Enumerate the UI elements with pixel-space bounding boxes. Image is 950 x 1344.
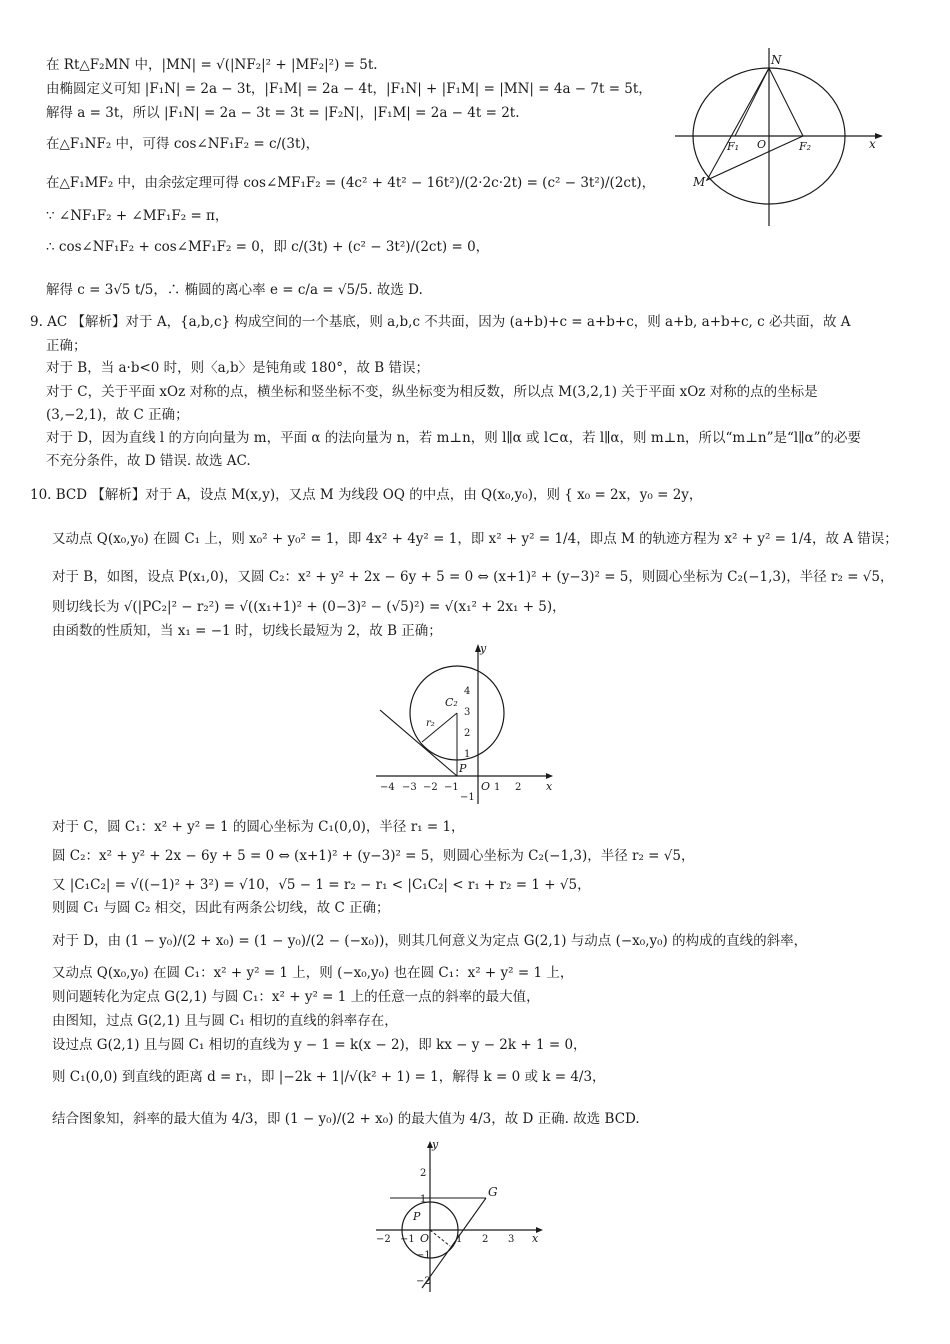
y-tick-labels: [460, 686, 475, 803]
text-line: 解得 a = 3t，所以 |F₁N| = 2a − 3t = 3t = |F₂N|，|F₁M| = 2a − 4t = 2t.: [46, 105, 520, 121]
label-x: x: [532, 1232, 539, 1245]
text-line: 对于 B，如图，设点 P(x₁,0)，又圆 C₂：x² + y² + 2x − 6y + 5 = 0 ⇔ (x+1)² + (y−3)² = 5，则圆心坐标为 C₂(−1,3)，半径 r₂ = √5，: [52, 569, 894, 585]
text-line: 对于 B，当 a·b<0 时，则〈a,b〉是钝角或 180°，故 B 错误；: [46, 360, 429, 376]
label-m: M: [693, 175, 706, 189]
label-f2: F₂: [799, 140, 812, 153]
text-line: 在△F₁MF₂ 中，由余弦定理可得 cos∠MF₁F₂ = (4c² + 4t² − 16t²)/(2·2c·2t) = (c² − 3t²)/(2ct)，: [46, 175, 656, 191]
x-tick-label: −4: [380, 782, 395, 793]
circle-c2-figure: [370, 640, 560, 810]
text-line: 则圆 C₁ 与圆 C₂ 相交，因此有两条公切线，故 C 正确；: [52, 900, 390, 916]
text-line: 由图知，过点 G(2,1) 且与圆 C₁ 相切的直线的斜率存在，: [52, 1013, 398, 1029]
y-tick-label: 1: [464, 749, 471, 760]
y-tick-labels: [416, 1168, 431, 1287]
text-line: 圆 C₂：x² + y² + 2x − 6y + 5 = 0 ⇔ (x+1)² + (y−3)² = 5，则圆心坐标为 C₂(−1,3)，半径 r₂ = √5，: [52, 848, 695, 864]
sloped-tangent: [422, 1198, 489, 1288]
x-tick-label: −1: [400, 1234, 415, 1245]
text-line: 不充分条件，故 D 错误. 故选 AC.: [46, 453, 251, 469]
text-line: 又动点 Q(x₀,y₀) 在圆 C₁ 上，则 x₀² + y₀² = 1，即 4x² + 4y² = 1，即 x² + y² = 1/4，即点 M 的轨迹方程为 x² + y² = 1/4，故 A 错误；: [52, 531, 898, 547]
text-line: 在 Rt△F₂MN 中，|MN| = √(|NF₂|² + |MF₂|²) = 5t.: [46, 57, 378, 73]
text-line: 又 |C₁C₂| = √((−1)² + 3²) = √10，√5 − 1 = r₂ − r₁ < |C₁C₂| < r₁ + r₂ = 1 + √5，: [52, 877, 591, 893]
text-line: 对于 D，因为直线 l 的方向向量为 m，平面 α 的法向量为 n，若 m⊥n，则 l∥α 或 l⊂α，若 l∥α，则 m⊥n，所以“m⊥n”是“l∥α”的必要: [46, 430, 861, 446]
x-tick-label: 1: [456, 1234, 463, 1245]
text-line: 设过点 G(2,1) 且与圆 C₁ 相切的直线为 y − 1 = k(x − 2)，即 kx − y − 2k + 1 = 0，: [52, 1037, 587, 1053]
y-tick-label: 2: [464, 728, 471, 739]
text-line: 解得 c = 3√5 t/5，∴ 椭圆的离心率 e = c/a = √5/5. 故选 D.: [46, 282, 423, 298]
x-tick-label: −1: [444, 782, 459, 793]
label-g: G: [488, 1185, 498, 1199]
label-p: P: [413, 1210, 421, 1223]
x-tick-label: −3: [402, 782, 417, 793]
text-line: 结合图象知，斜率的最大值为 4/3，即 (1 − y₀)/(2 + x₀) 的最大值为 4/3，故 D 正确. 故选 BCD.: [52, 1111, 640, 1127]
y-tick-label: 1: [420, 1194, 427, 1205]
segment-f1-n: [735, 68, 769, 136]
x-tick-labels: [376, 1234, 514, 1245]
question-10-header: 10. BCD 【解析】对于 A，设点 M(x,y)，又点 M 为线段 OQ 的中点，由 Q(x₀,y₀)，则 { x₀ = 2x，y₀ = 2y，: [30, 487, 703, 503]
text-line: 又动点 Q(x₀,y₀) 在圆 C₁：x² + y² = 1 上，则 (−x₀,y₀) 也在圆 C₁：x² + y² = 1 上，: [52, 965, 574, 981]
y-tick-label: −1: [416, 1250, 431, 1261]
label-p: P: [459, 762, 467, 775]
y-tick-label: −2: [416, 1276, 431, 1287]
text-line: 由函数的性质知，当 x₁ = −1 时，切线长最短为 2，故 B 正确；: [52, 623, 442, 639]
label-x: x: [546, 780, 553, 793]
label-o: O: [757, 138, 767, 151]
label-x: x: [869, 137, 876, 151]
y-tick-label: 4: [464, 686, 471, 697]
label-n: N: [771, 53, 782, 67]
text-line: 对于 C，关于平面 xOz 对称的点，横坐标和竖坐标不变，纵坐标变为相反数，所以点 M(3,2,1) 关于平面 xOz 对称的点的坐标是: [46, 384, 818, 400]
text-line: 对于 C，圆 C₁：x² + y² = 1 的圆心坐标为 C₁(0,0)，半径 r₁ = 1，: [52, 819, 465, 835]
x-tick-label: 2: [515, 782, 522, 793]
x-tick-label: −2: [423, 782, 438, 793]
text-line: ∴ cos∠NF₁F₂ + cos∠MF₁F₂ = 0，即 c/(3t) + (c² − 3t²)/(2ct) = 0，: [46, 239, 490, 255]
x-tick-labels: [380, 782, 521, 793]
text-line: 则问题转化为定点 G(2,1) 与圆 C₁：x² + y² = 1 上的任意一点的斜率的最大值，: [52, 989, 540, 1005]
text-line: 则切线长为 √(|PC₂|² − r₂²) = √((x₁+1)² + (0−3)² − (√5)²) = √(x₁² + 2x₁ + 5)，: [52, 599, 566, 615]
x-axis-arrow: [875, 133, 883, 139]
text-line: 在△F₁NF₂ 中，可得 cos∠NF₁F₂ = c/(3t)，: [46, 136, 320, 152]
x-tick-label: 2: [482, 1234, 489, 1245]
radius-dashed: [430, 1230, 450, 1246]
circle-c1-figure: [370, 1138, 550, 1298]
label-o: O: [481, 780, 491, 793]
label-y: y: [432, 1138, 439, 1151]
label-r2: r₂: [426, 718, 435, 729]
x-tick-label: 1: [494, 782, 501, 793]
label-f1: F₁: [727, 140, 740, 153]
text-line: (3,−2,1)，故 C 正确；: [46, 407, 189, 423]
text-line: 由椭圆定义可知 |F₁N| = 2a − 3t，|F₁M| = 2a − 4t，|F₁N| + |F₁M| = |MN| = 4a − 7t = 5t，: [46, 81, 652, 97]
y-tick-label: 2: [420, 1168, 427, 1179]
label-y: y: [480, 642, 487, 655]
y-tick-label: −1: [460, 792, 475, 803]
x-tick-label: −2: [376, 1234, 391, 1245]
text-line: 对于 D，由 (1 − y₀)/(2 + x₀) = (1 − y₀)/(2 − (−x₀))，则其几何意义为定点 G(2,1) 与动点 (−x₀,y₀) 的构成的直线的斜率，: [52, 933, 808, 949]
text-line: 则 C₁(0,0) 到直线的距离 d = r₁，即 |−2k + 1|/√(k² + 1) = 1，解得 k = 0 或 k = 4/3，: [52, 1069, 606, 1085]
question-9-header: 9. AC 【解析】对于 A，{a,b,c} 构成空间的一个基底，则 a,b,c 不共面，因为 (a+b)+c = a+b+c，则 a+b, a+b+c, c 必共面，故 A: [30, 314, 851, 330]
text-line: 正确；: [46, 338, 87, 354]
label-c2: C₂: [445, 696, 458, 709]
label-o: O: [420, 1232, 430, 1245]
x-axis-arrow: [546, 773, 553, 779]
y-tick-label: 3: [464, 707, 471, 718]
x-tick-label: 3: [508, 1234, 515, 1245]
ellipse-figure: [665, 40, 895, 230]
triangle-f2-m-n: [707, 68, 803, 180]
text-line: ∵ ∠NF₁F₂ + ∠MF₁F₂ = π，: [46, 208, 229, 224]
tangent-line: [380, 710, 457, 776]
